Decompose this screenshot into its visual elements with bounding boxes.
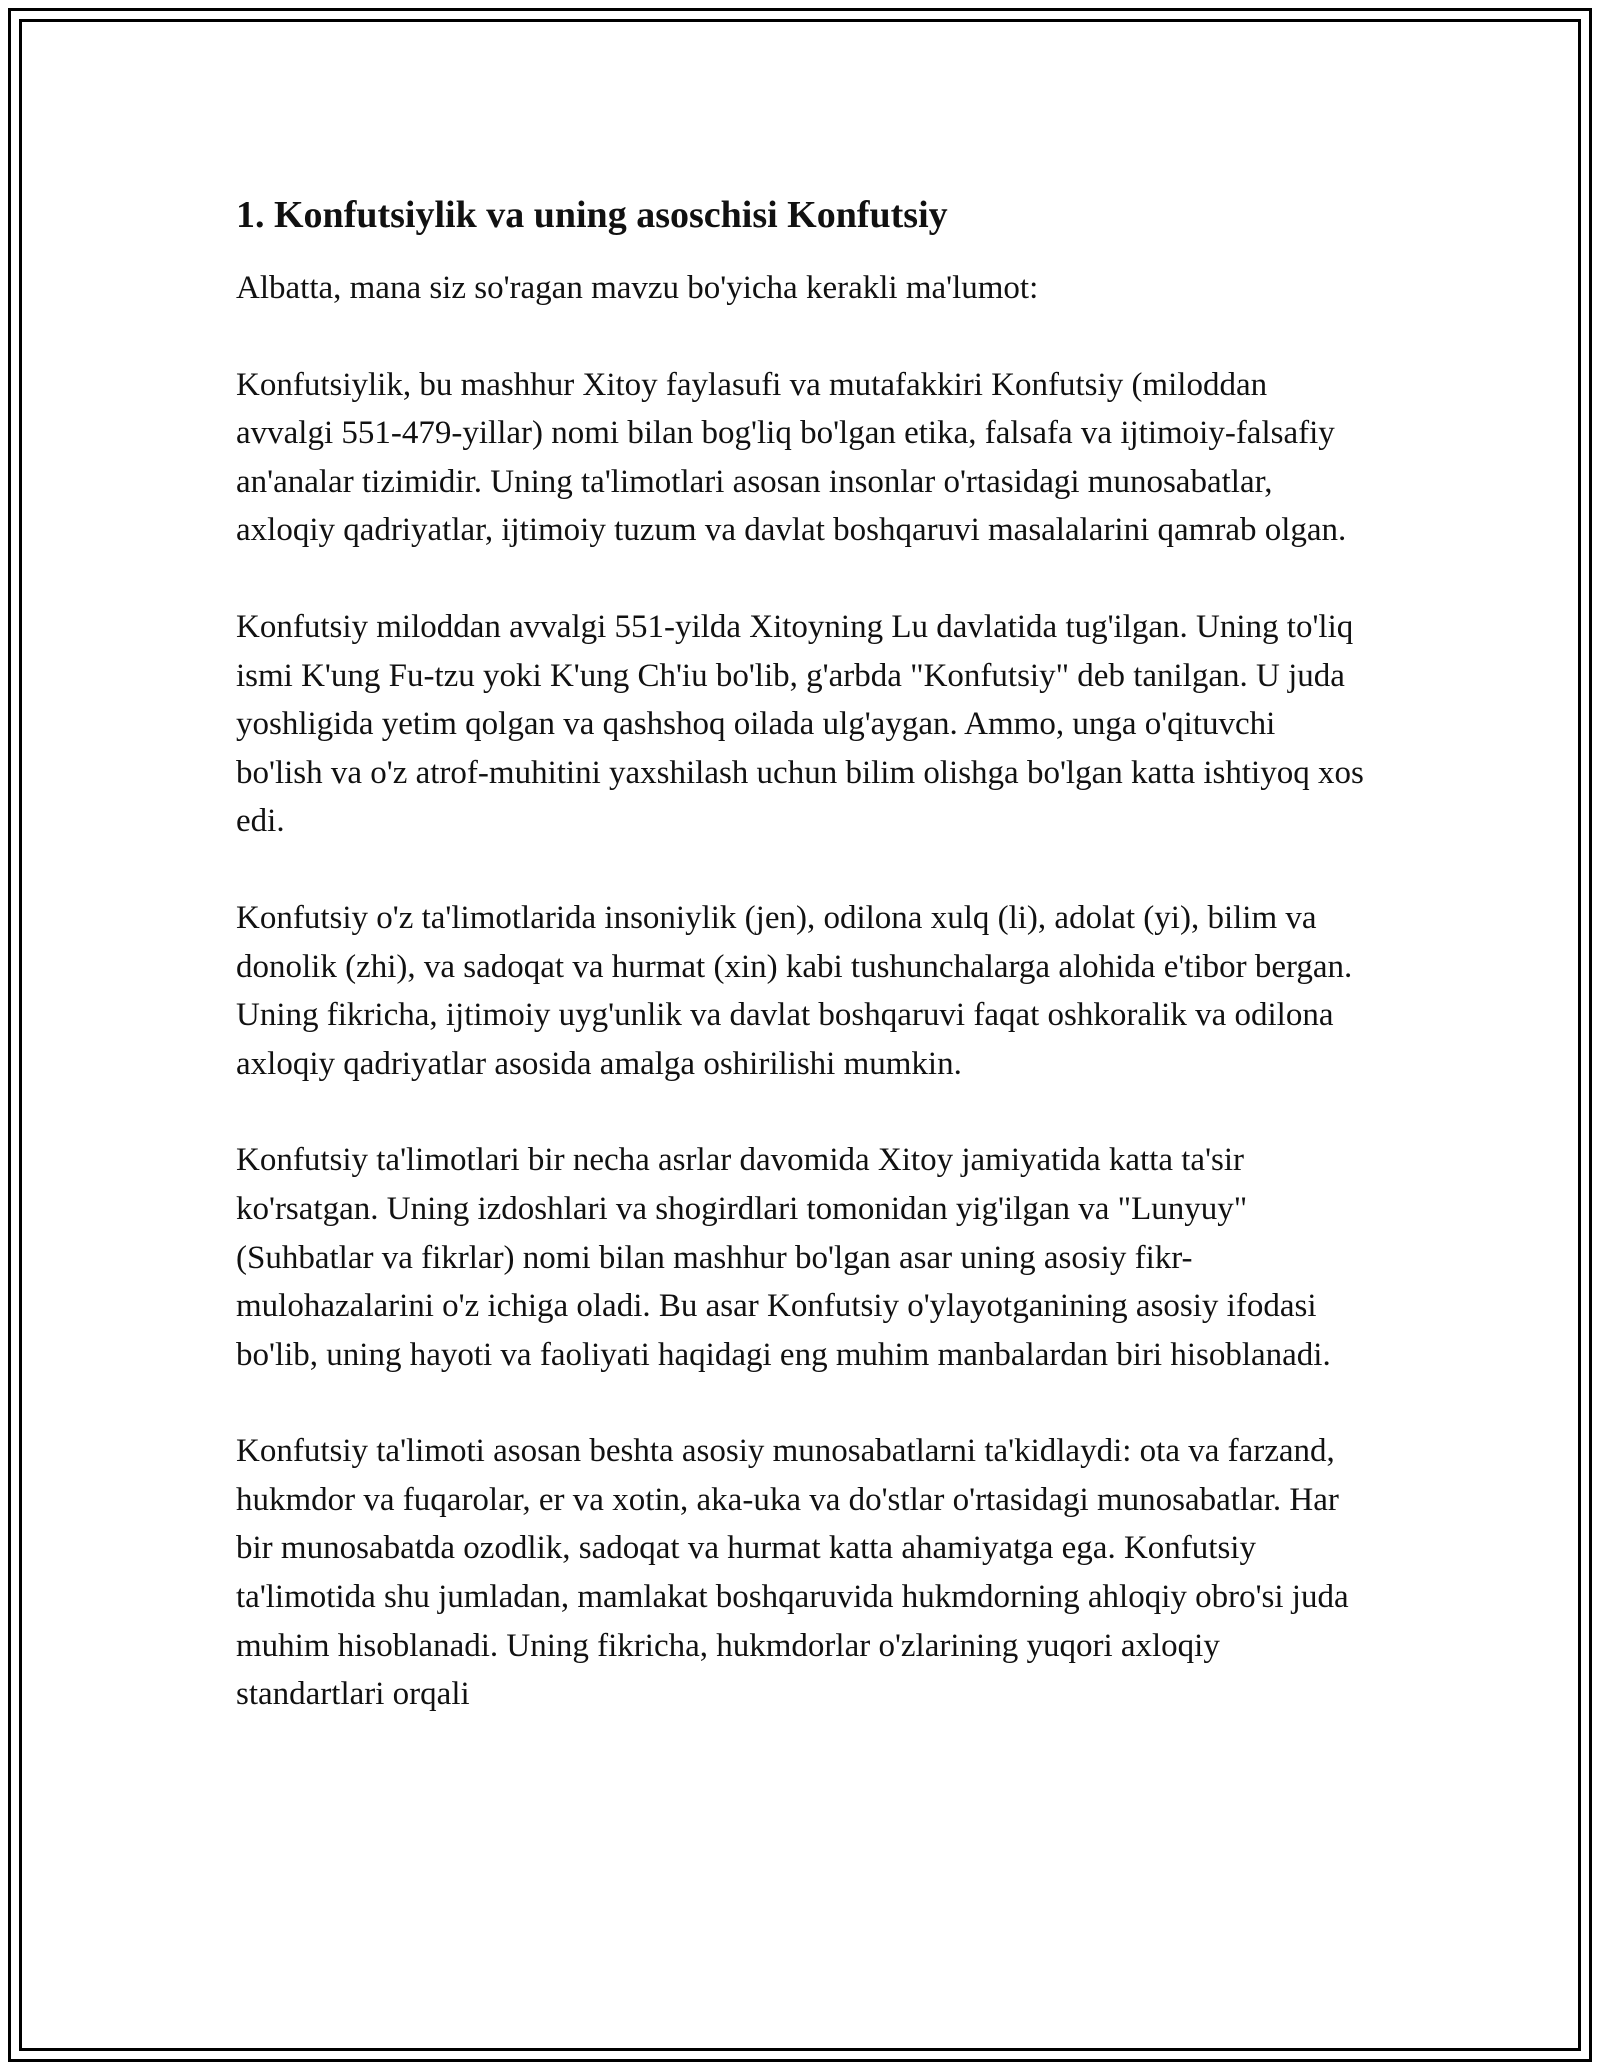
section-heading: 1. Konfutsiylik va uning asoschisi Konfutsiy [236, 194, 948, 236]
paragraph-core-concepts: Konfutsiy o'z ta'limotlarida insoniylik (jen), odilona xulq (li), adolat (yi), bilim va donolik (zhi), va sadoqat va hurmat (xin) kabi tushunchalarga alohida e'tibor bergan. Uning fikricha, ijtimoiy uyg'unlik va davlat boshqaruvi faqat oshkoralik va odilona axloqiy qadriyatlar asosida amalga oshirilishi mumkin. [236, 899, 1353, 1082]
paragraph-intro: Albatta, mana siz so'ragan mavzu bo'yicha kerakli ma'lumot: [236, 270, 1039, 306]
paragraph-influence-lunyu: Konfutsiy ta'limotlari bir necha asrlar davomida Xitoy jamiyatida katta ta'sir ko'rsatgan. Uning izdoshlari va shogirdlari tomonidan yig'ilgan va "Lunyuy" (Suhbatlar va fikrlar) nomi bilan mashhur bo'lgan asar uning asosiy fikr-mulohazalarini o'z ichiga oladi. Bu asar Konfutsiy o'ylayotganining asosiy ifodasi bo'lib, uning hayoti va faoliyati haqidagi eng muhim manbalardan biri hisoblanadi. [236, 1142, 1331, 1373]
paragraph-five-relationships: Konfutsiy ta'limoti asosan beshta asosiy munosabatlarni ta'kidlaydi: ota va farzand, hukmdor va fuqarolar, er va xotin, aka-uka va do'stlar o'rtasidagi munosabatlar. Har bir munosabatda ozodlik, sadoqat va hurmat katta ahamiyatga ega. Konfutsiy ta'limotida shu jumladan, mamlakat boshqaruvida hukmdorning ahloqiy obro'si juda muhim hisoblanadi. Uning fikricha, hukmdorlar o'zlarining yuqori axloqiy standartlari orqali [236, 1433, 1349, 1713]
document-body [236, 188, 1366, 1767]
paragraph-confucianism-definition: Konfutsiylik, bu mashhur Xitoy faylasufi va mutafakkiri Konfutsiy (miloddan avvalgi 551-479-yillar) nomi bilan bog'liq bo'lgan etika, falsafa va ijtimoiy-falsafiy an'analar tizimidir. Uning ta'limotlari asosan insonlar o'rtasidagi munosabatlar, axloqiy qadriyatlar, ijtimoiy tuzum va davlat boshqaruvi masalalarini qamrab olgan. [236, 366, 1347, 549]
paragraph-confucius-biography: Konfutsiy miloddan avvalgi 551-yilda Xitoyning Lu davlatida tug'ilgan. Uning to'liq ismi K'ung Fu-tzu yoki K'ung Ch'iu bo'lib, g'arbda "Konfutsiy" deb tanilgan. U juda yoshligida yetim qolgan va qashshoq oilada ulg'aygan. Ammo, unga o'qituvchi bo'lish va o'z atrof-muhitini yaxshilash uchun bilim olishga bo'lgan katta ishtiyoq xos edi. [236, 608, 1364, 840]
